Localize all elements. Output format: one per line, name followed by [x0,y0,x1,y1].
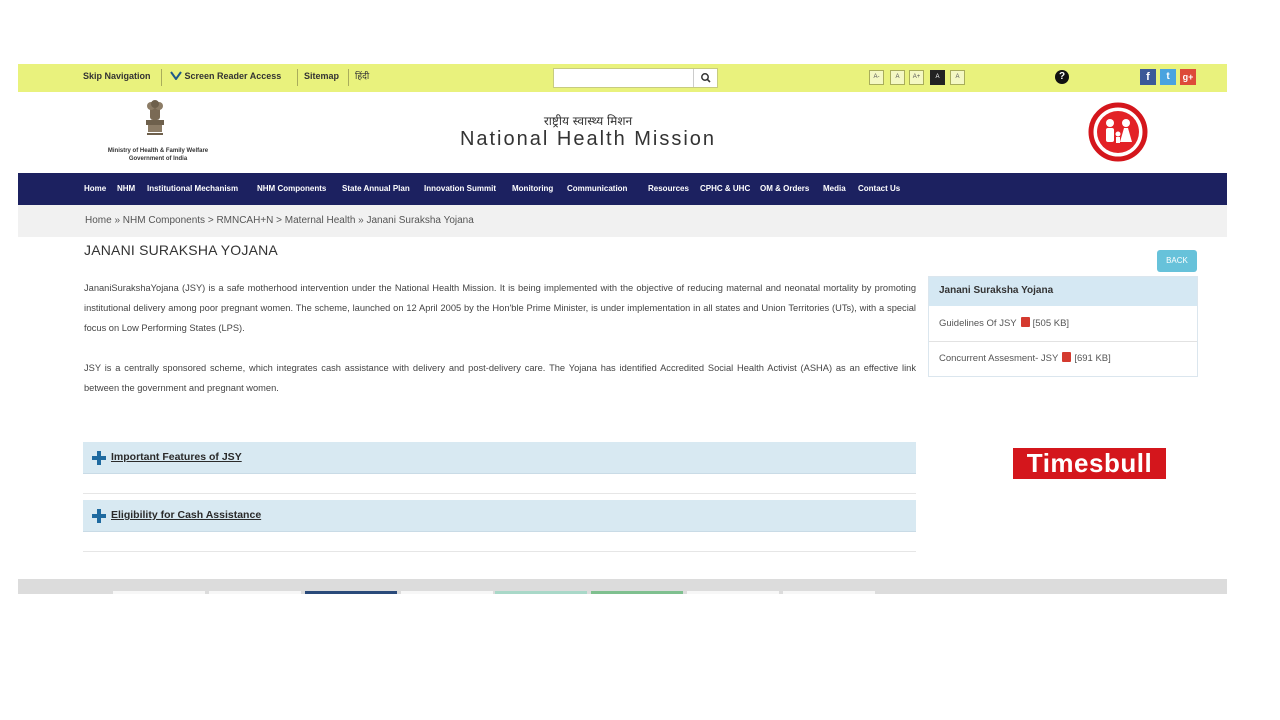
divider [348,69,349,86]
accordion-important-features[interactable] [83,442,916,474]
intro-paragraph: JananiSurakshaYojana (JSY) is a safe motherhood intervention under the National Health Mission. It is being implemented with the objective of reducing maternal and neonatal mortality by promoting institutional delivery among poor pregnant women. The scheme, launched on 12 April 2005 by the Hon'ble Prime Minister, is under implementation in all states and Union Territories (UTs), with a special focus on Low Performing States (LPS). [84,283,916,333]
nav-item-home[interactable]: Home [84,184,107,193]
national-emblem-icon [141,100,169,138]
pdf-icon [1062,352,1071,362]
file-size: [505 KB] [1032,318,1070,329]
page-title: JANANI SURAKSHA YOJANA [84,242,278,258]
accordion-label[interactable]: Eligibility for Cash Assistance [111,509,262,521]
screen-reader-link[interactable] [170,71,281,81]
google-plus-icon[interactable]: g+ [1180,69,1196,85]
related-documents-panel [928,276,1198,377]
link-label: Guidelines Of JSY [939,318,1017,329]
nav-item-cphc-uhc[interactable]: CPHC & UHC [700,184,751,193]
search-box [553,68,718,88]
accordion-eligibility[interactable] [83,500,916,532]
sitemap-link[interactable]: Sitemap [304,71,340,81]
search-icon [694,69,718,87]
top-utility-bar [18,64,1227,92]
nav-item-om-orders[interactable]: OM & Orders [760,184,810,193]
ministry-name [88,147,228,163]
skip-navigation-link[interactable]: Skip Navigation [83,71,151,81]
ministry-line-2: Government of India [128,156,188,162]
screen-reader-icon [170,71,182,80]
font-increase-button[interactable]: A+ [909,70,924,85]
footer-logo [495,591,587,594]
help-icon[interactable]: ? [1055,70,1069,84]
nav-item-communication[interactable]: Communication [567,184,628,193]
nav-item-monitoring[interactable]: Monitoring [512,184,554,193]
font-normal-button[interactable]: A [890,70,905,85]
footer-logo [591,591,683,594]
facebook-icon[interactable]: f [1140,69,1156,85]
scheme-paragraph: JSY is a centrally sponsored scheme, which integrates cash assistance with delivery and post-delivery care. The Yojana has identified Accredited Social Health Activist (ASHA) as an effective link between the government and pregnant women. [84,363,916,393]
footer-logo [209,591,301,594]
footer-logo [783,591,875,594]
footer-logo [401,591,493,594]
site-title: National Health Mission [459,128,717,150]
hindi-language-link[interactable]: हिंदी [355,72,370,82]
screen-reader-label: Screen Reader Access [184,71,282,81]
watermark-logo: Timesbull [1013,448,1166,479]
concurrent-assessment-link[interactable] [939,352,1111,364]
pdf-icon [1021,317,1030,327]
nav-item-institutional-mechanism[interactable]: Institutional Mechanism [147,184,239,193]
divider [83,551,916,552]
site-header [18,92,1227,173]
hindi-site-title: राष्ट्रीय स्वास्थ्य मिशन [543,114,633,128]
footer-logos-strip [18,579,1227,594]
website-viewport [18,64,1227,594]
normal-contrast-button[interactable]: A [950,70,965,85]
link-label: Concurrent Assesment- JSY [939,353,1059,364]
breadcrumb-bar [18,205,1227,237]
file-size: [691 KB] [1074,353,1111,364]
panel-heading: Janani Suraksha Yojana [929,277,1197,306]
footer-logo [305,591,397,594]
divider [297,69,298,86]
ministry-line-1: Ministry of Health & Family Welfare [107,148,209,154]
divider [929,341,1197,342]
divider [161,69,162,86]
guidelines-jsy-link[interactable] [939,317,1069,329]
footer-logo [113,591,205,594]
breadcrumb[interactable]: Home » NHM Components > RMNCAH+N > Maternal Health » Janani Suraksha Yojana [85,215,474,226]
font-decrease-button[interactable]: A- [869,70,884,85]
accordion-label[interactable]: Important Features of JSY [111,451,242,463]
footer-logo [687,591,779,594]
expand-plus-icon [92,451,106,465]
expand-plus-icon [92,509,106,523]
search-input[interactable] [554,69,693,87]
nav-item-resources[interactable]: Resources [648,184,689,193]
divider [83,493,916,494]
nhm-logo-icon [1082,102,1154,162]
main-navigation [18,173,1227,205]
twitter-icon[interactable]: t [1160,69,1176,85]
nav-item-state-annual-plan[interactable]: State Annual Plan [342,184,410,193]
nav-item-media[interactable]: Media [823,184,846,193]
back-button[interactable]: BACK [1157,250,1197,272]
nav-item-innovation-summit[interactable]: Innovation Summit [424,184,496,193]
high-contrast-button[interactable]: A [930,70,945,85]
nav-item-contact-us[interactable]: Contact Us [858,184,901,193]
nav-item-nhm[interactable]: NHM [117,184,136,193]
nav-item-nhm-components[interactable]: NHM Components [257,184,327,193]
search-button[interactable] [693,69,717,87]
